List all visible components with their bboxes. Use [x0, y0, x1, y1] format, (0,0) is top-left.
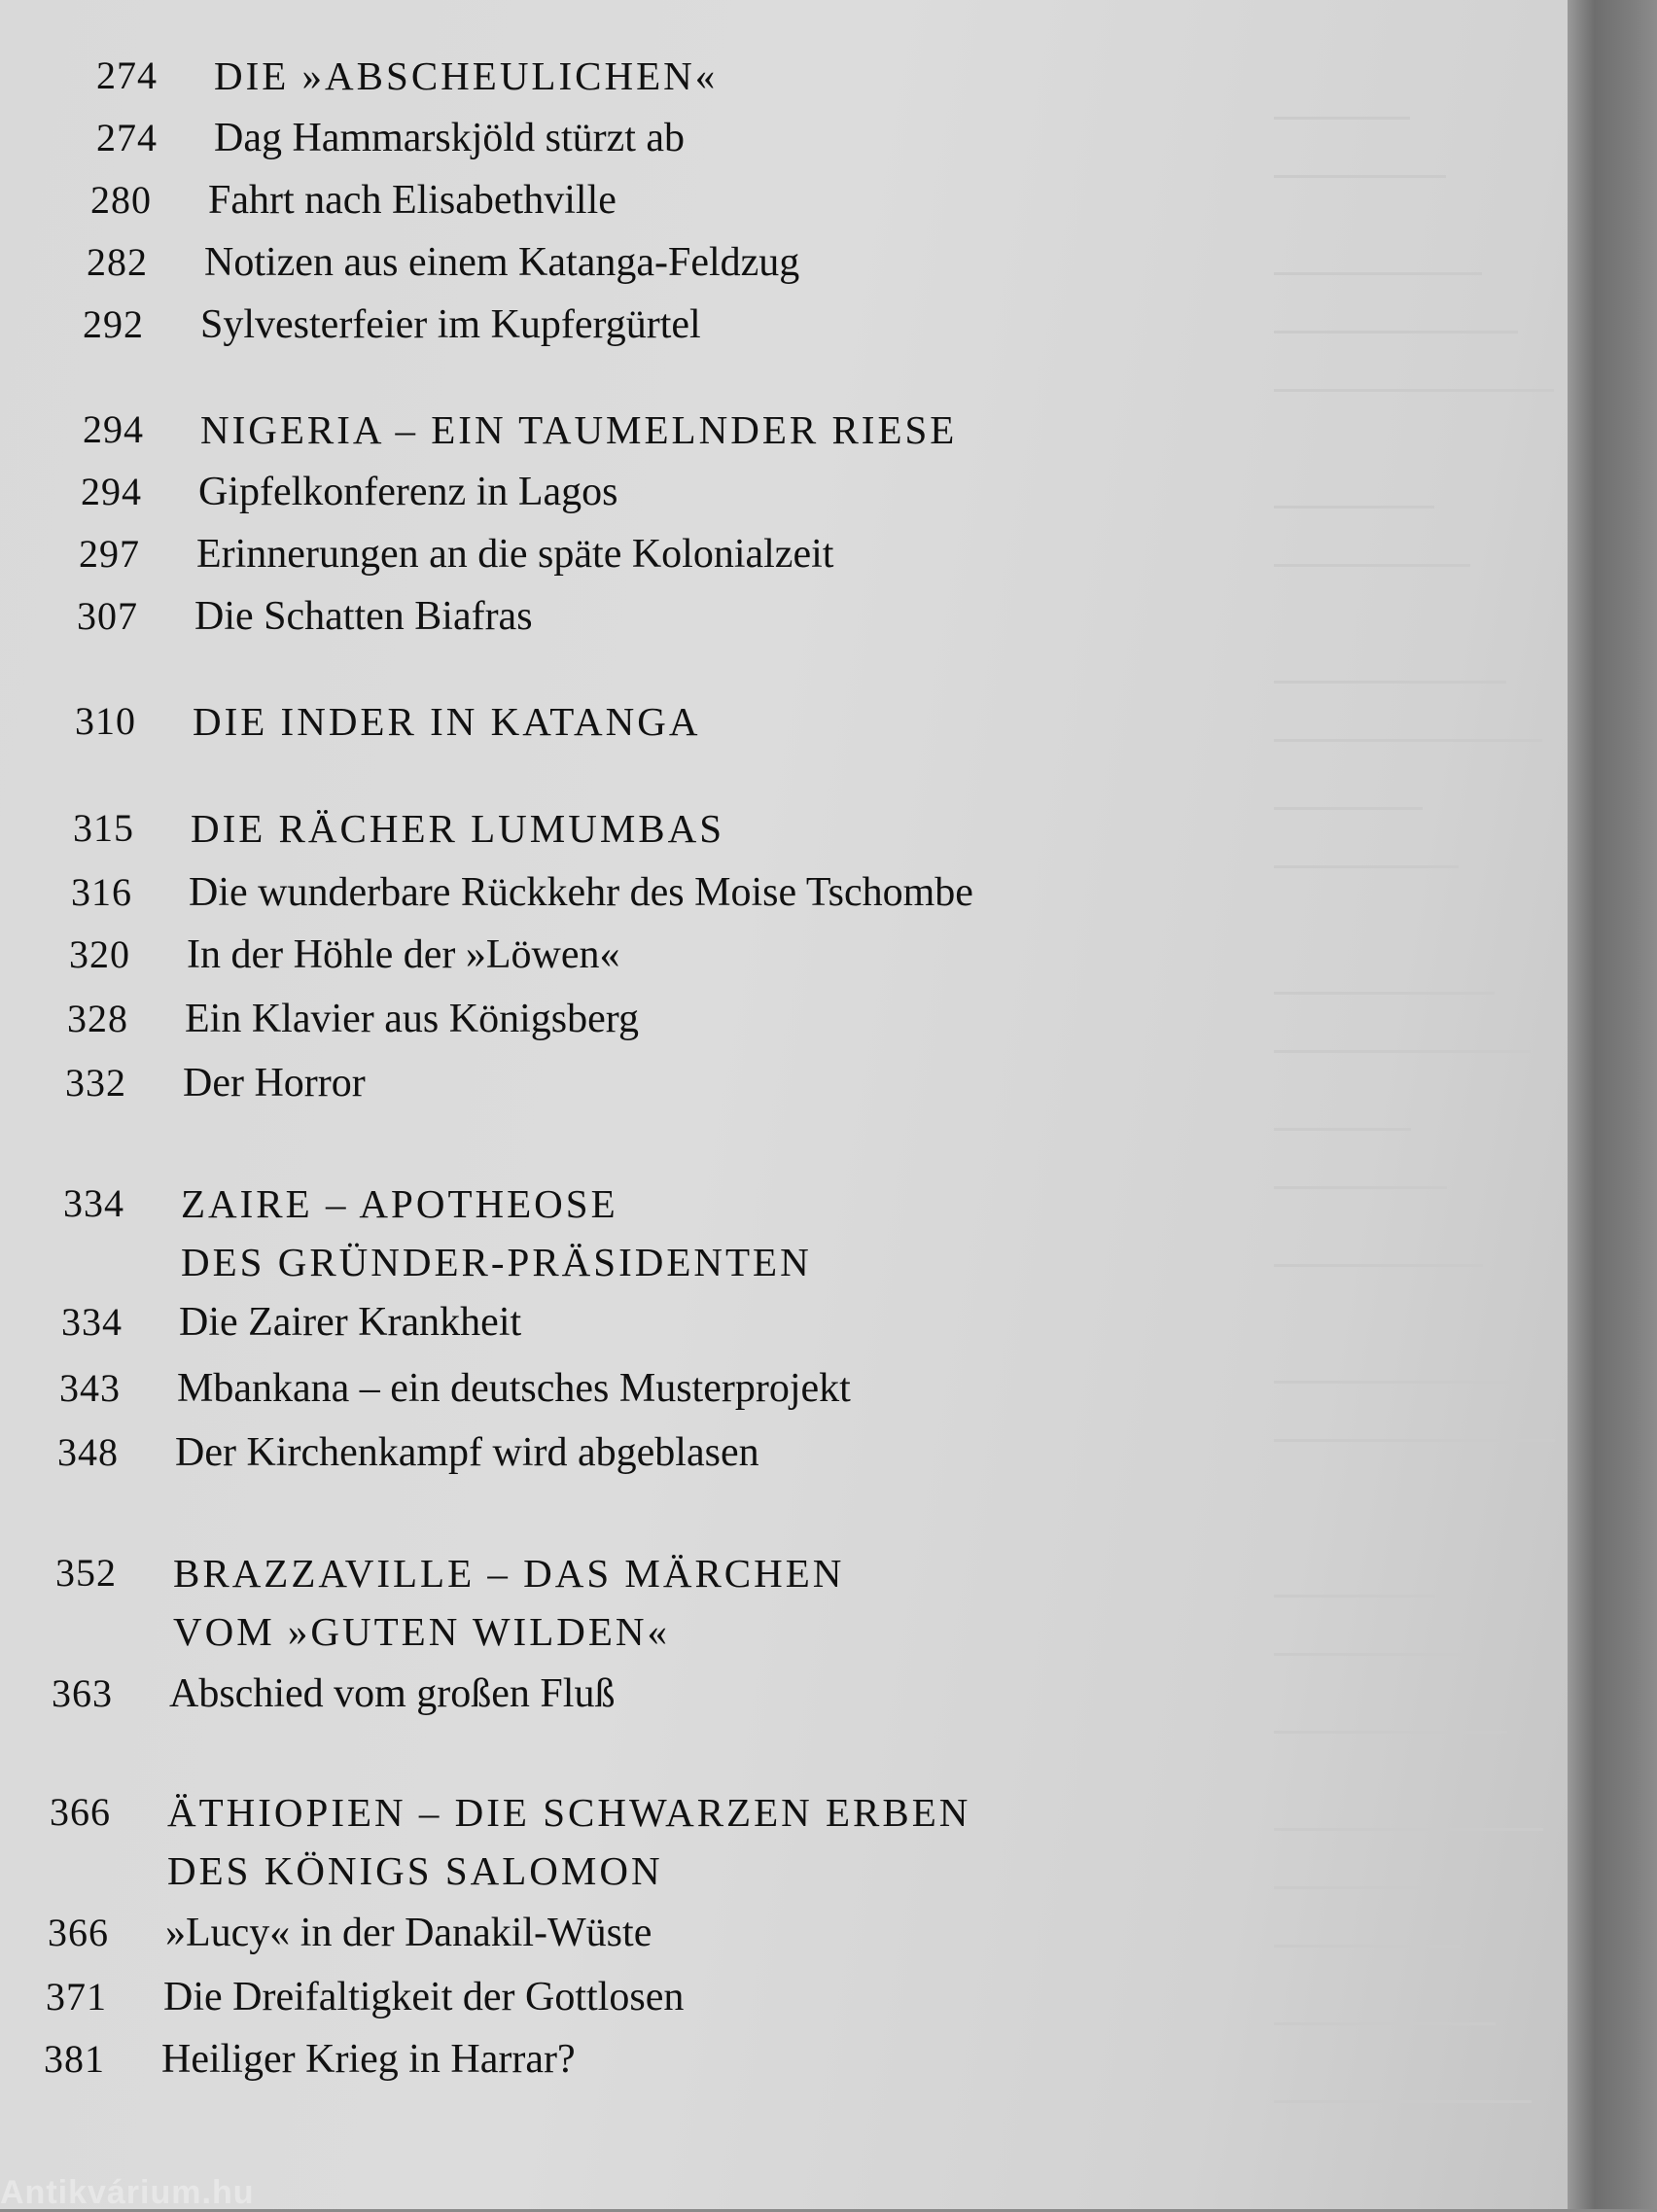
page-number: 348	[57, 1430, 119, 1474]
entry-title: Die Dreifaltigkeit der Gottlosen	[163, 1975, 685, 2019]
show-through-stroke	[1274, 331, 1518, 334]
show-through-stroke	[1274, 1886, 1424, 1889]
watermark: Antikvárium.hu	[0, 2174, 255, 2211]
entry-title: DES KÖNIGS SALOMON	[167, 1848, 663, 1893]
page-number: 282	[87, 240, 148, 284]
entry-title: Notizen aus einem Katanga-Feldzug	[204, 240, 800, 285]
show-through-stroke	[1274, 992, 1495, 995]
page-number: 294	[83, 407, 144, 451]
show-through-stroke	[1274, 807, 1423, 810]
show-through-stroke	[1274, 1439, 1555, 1442]
show-through-stroke	[1274, 1828, 1543, 1831]
show-through-stroke	[1274, 1186, 1447, 1189]
show-through-stroke	[1274, 564, 1470, 567]
show-through-stroke	[1274, 1264, 1483, 1267]
entry-title: DIE »ABSCHEULICHEN«	[214, 53, 719, 98]
entry-title: Die Schatten Biafras	[194, 594, 533, 639]
show-through-stroke	[1274, 739, 1542, 742]
entry-title: VOM »GUTEN WILDEN«	[173, 1609, 671, 1654]
show-through-stroke	[1274, 2100, 1532, 2103]
entry-title: Heiliger Krieg in Harrar?	[161, 2037, 576, 2082]
show-through-stroke	[1274, 681, 1506, 684]
entry-title: Ein Klavier aus Königsberg	[185, 997, 639, 1041]
entry-title: ÄTHIOPIEN – DIE SCHWARZEN ERBEN	[167, 1790, 971, 1835]
page-number: 334	[61, 1300, 123, 1344]
page-number: 328	[67, 997, 128, 1040]
page-number: 294	[81, 470, 142, 513]
entry-title: Erinnerungen an die späte Kolonialzeit	[196, 532, 834, 577]
entry-title: »Lucy« in der Danakil-Wüste	[165, 1911, 652, 1955]
entry-title: Fahrt nach Elisabethville	[208, 178, 617, 223]
entry-title: DES GRÜNDER-PRÄSIDENTEN	[181, 1240, 812, 1284]
book-gutter	[1568, 0, 1657, 2209]
page-number: 343	[59, 1366, 121, 1410]
entry-title: Der Horror	[183, 1061, 366, 1106]
page-number: 316	[71, 870, 132, 914]
entry-title: BRAZZAVILLE – DAS MÄRCHEN	[173, 1551, 845, 1596]
entry-title: Der Kirchenkampf wird abgeblasen	[175, 1430, 759, 1475]
entry-title: DIE RÄCHER LUMUMBAS	[191, 806, 725, 851]
page-number: 366	[48, 1911, 109, 1954]
show-through-stroke	[1274, 1945, 1460, 1948]
page-number: 274	[96, 53, 158, 97]
show-through-stroke	[1274, 865, 1459, 868]
page-number: 274	[96, 116, 158, 159]
page-number: 371	[46, 1975, 107, 2019]
entry-title: NIGERIA – EIN TAUMELNDER RIESE	[200, 407, 958, 452]
page-number: 307	[77, 594, 138, 638]
show-through-stroke	[1274, 175, 1446, 178]
page-number: 363	[52, 1671, 113, 1715]
page-number: 332	[65, 1061, 126, 1105]
show-through-stroke	[1274, 1653, 1471, 1656]
show-through-stroke	[1274, 2022, 1496, 2025]
entry-title: Abschied vom großen Fluß	[169, 1671, 616, 1716]
entry-title: Gipfelkonferenz in Lagos	[198, 470, 618, 514]
entry-title: Die wunderbare Rückkehr des Moise Tschombe	[189, 870, 973, 915]
entry-title: ZAIRE – APOTHEOSE	[181, 1181, 618, 1226]
entry-title: Mbankana – ein deutsches Musterprojekt	[177, 1366, 851, 1411]
show-through-text	[1235, 0, 1568, 2209]
show-through-stroke	[1274, 1381, 1519, 1384]
entry-title: Die Zairer Krankheit	[179, 1300, 522, 1345]
show-through-stroke	[1274, 389, 1554, 392]
show-through-stroke	[1274, 506, 1434, 509]
page-number: 381	[44, 2037, 105, 2081]
entry-title: DIE INDER IN KATANGA	[193, 699, 701, 744]
page-number: 352	[55, 1551, 117, 1595]
show-through-stroke	[1274, 1731, 1507, 1734]
entry-title: In der Höhle der »Löwen«	[187, 932, 620, 977]
page-number: 334	[63, 1181, 124, 1225]
page-number: 310	[75, 699, 136, 743]
page-number: 297	[79, 532, 140, 576]
show-through-stroke	[1274, 1050, 1531, 1053]
page-number: 315	[73, 806, 134, 850]
entry-title: Sylvesterfeier im Kupfergürtel	[200, 302, 701, 347]
page-number: 280	[90, 178, 152, 222]
show-through-stroke	[1274, 1595, 1435, 1598]
show-through-stroke	[1274, 117, 1410, 120]
page-number: 292	[83, 302, 144, 346]
show-through-stroke	[1274, 1128, 1411, 1131]
entry-title: Dag Hammarskjöld stürzt ab	[214, 116, 686, 160]
show-through-stroke	[1274, 272, 1482, 275]
page-number: 320	[69, 932, 130, 976]
page-number: 366	[50, 1790, 111, 1834]
